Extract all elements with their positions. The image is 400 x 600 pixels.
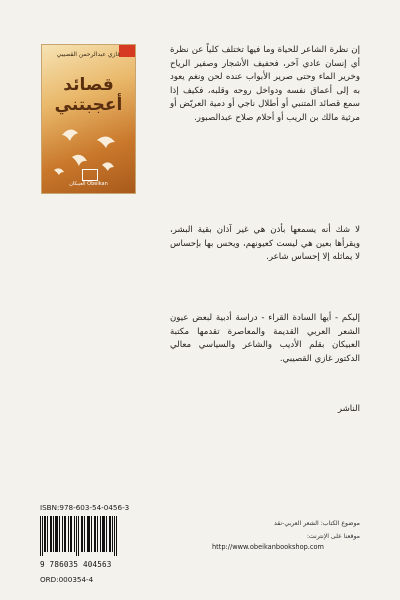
website-link[interactable]: http://www.obeikanbookshop.com [212,543,324,551]
isbn-text: ISBN:978-603-54-0456-3 [40,503,130,512]
blurb-paragraph-1: إن نظرة الشاعر للحياة وما فيها تختلف كلياً عن نظرة أي إنسان عادي آخر، فحفيف الأشجار وصفير الرياح وخرير الماء وحتى صرير الأبواب عنده لحن ونغم يعود به إلى أعماق نفسه ودواخل روحه وقلبه، فكيف إذا سمع قصائد المتنبي أو أطلال ناجي أو دمية العريّض أو مرثية مالك بن الريب أو أحلام صلاح عبدالصبور. [170,45,360,123]
book-cover-thumbnail [42,45,135,193]
cover-author: غازي عبدالرحمن القصيبي [56,51,121,58]
cover-title-line1: قصائد [63,75,114,95]
barcode-icon [40,516,118,556]
publisher-logo-icon [82,169,98,181]
barcode-digits: 9 786035 404563 [40,560,112,569]
publisher-signature: الناشر [337,404,360,414]
order-number: ORD:000354-4 [40,575,94,584]
cover-publisher: العبيكان Obeikan [69,181,108,187]
blurb-paragraph-2: لا شك أنه يسمعها بأذن هي غير آذان بقية البشر، ويقرأها بعين هي ليست كعيونهم، ويحس بها بإحساس لا يماثله إلا إحساس شاعر. [170,225,360,263]
book-subject: موضوع الكتاب: الشعر العربي-نقد [274,520,360,527]
website-label: موقعنا على الإنترنت: [306,533,360,540]
cover-title-line2: أعجبتني [54,95,123,115]
blurb-paragraph-3: إليكم - أيها السادة القراء - دراسة أدبية لبعض عيون الشعر العربي القديمة والمعاصرة تقدمها مكتبة العبيكان بقلم الأديب والشاعر والسياسي معالي الدكتور غازي القصيبي. [170,313,360,364]
